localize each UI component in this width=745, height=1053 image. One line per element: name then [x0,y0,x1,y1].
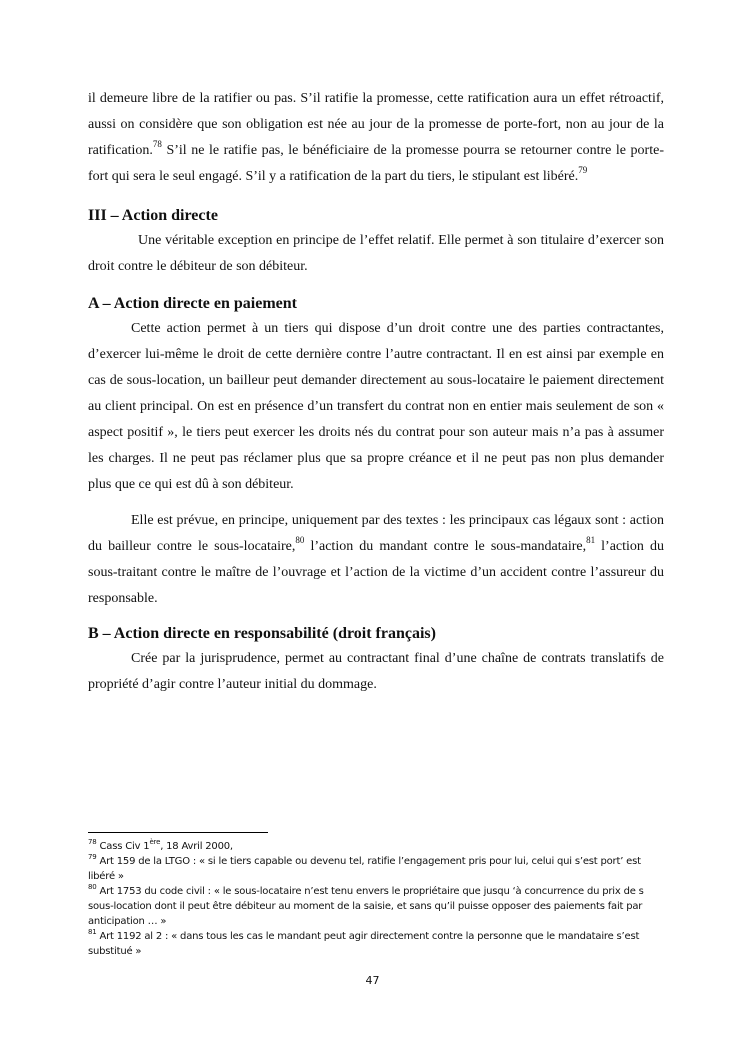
footnote-ref-79: 79 [578,165,588,176]
footnote-number: 79 [88,852,97,861]
paragraph-action-directe: Une véritable exception en principe de l’effet relatif. Elle permet à son titulaire d’exercer son droit contre le débiteur de son débiteur. [88,233,664,274]
paragraph-action-paiement: Cette action permet à un tiers qui dispose d’un droit contre une des parties contractantes, d’exercer lui-même le droit de cette dernière contre l’autre contractant. Il en est ainsi par exemple en cas de sous-location, un bailleur peut demander directement au sous-locataire le paiement directement au client principal. On est en présence d’un transfert du contrat non en entier mais seulement de son « aspect positif », le tiers peut exercer les droits nés du contrat pour son auteur mais n’a pas à assumer les charges. Il ne peut pas réclamer plus que sa propre créance et il ne peut pas non plus demander plus que ce qui est dû à son débiteur. [88,321,664,492]
footnote-superscript: ère [149,837,161,846]
footnote-ref-81: 81 [586,535,596,546]
footnote-ref-78: 78 [152,139,162,150]
footnote-text: Cass Civ 1 [99,841,150,852]
main-text [88,86,664,698]
footnote-number: 81 [88,927,97,936]
paragraph-text: Elle est prévue, en principe, uniquement par des textes : les principaux cas légaux sont : action du bailleur contre le sous-locataire, [88,513,664,554]
paragraph-text: il demeure libre de la ratifier ou pas. S’il ratifie la promesse, cette ratification aura un effet rétroactif, aussi on considère que son obligation est née au jour de la promesse de porte-fort, non au jour de la ratification. [88,91,664,158]
footnote-separator [88,832,268,833]
footnote-text: Art 159 de la LTGO : « si le tiers capable ou devenu tel, ratifie l’engagement pris pour lui, celui qui s’est port’ est libéré » [88,856,641,882]
paragraph-action-responsabilite: Crée par la jurisprudence, permet au contractant final d’une chaîne de contrats translatifs de propriété d’agir contre l’auteur initial du dommage. [88,651,664,692]
heading-action-directe: III – Action directe [88,207,218,224]
footnote-78 [88,839,666,854]
paragraph-text: l’action du mandant contre le sous-mandataire, [304,539,587,554]
footnote-81 [88,929,666,959]
paragraph-cas-legaux [88,508,664,612]
footnotes [88,832,666,959]
heading-action-paiement: A – Action directe en paiement [88,295,298,312]
footnote-80 [88,884,666,929]
paragraph-text: S’il ne le ratifie pas, le bénéficiaire de la promesse pourra se retourner contre le porte-fort qui sera le seul engagé. S’il y a ratification de la part du tiers, le stipulant est libéré. [88,143,664,184]
paragraph-text: l’action du sous-traitant contre le maître de l’ouvrage et l’action de la victime d’un accident contre l’assureur du responsable. [88,539,664,606]
footnote-number: 80 [88,882,97,891]
page-number: 47 [365,974,380,987]
footnote-text: , 18 Avril 2000, [160,841,233,852]
footnote-number: 78 [88,837,97,846]
footnote-text: Art 1192 al 2 : « dans tous les cas le mandant peut agir directement contre la personne que le mandataire s’est substitué » [88,931,640,957]
paragraph-porte-fort [88,86,664,190]
footnote-text: Art 1753 du code civil : « le sous-locataire n’est tenu envers le propriétaire que jusqu ‘à concurrence du prix de s sous-location dont il peut être débiteur au moment de la saisie, et sans qu’il puisse opposer des paiements fait par anticipation … » [88,886,644,927]
footnote-ref-80: 80 [295,535,305,546]
heading-action-responsabilite: B – Action directe en responsabilité (droit français) [88,625,436,642]
footnote-79 [88,854,666,884]
